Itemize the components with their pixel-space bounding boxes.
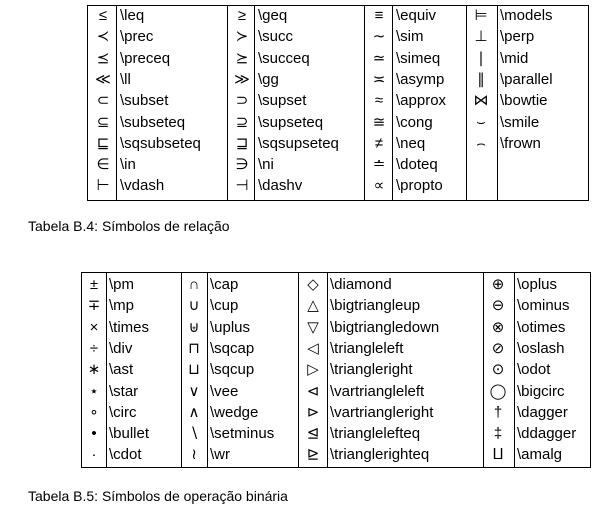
table_b4-command: \bowtie [500,92,548,110]
table_b5-command: \circ [109,403,137,421]
table_b4-command: \smile [500,113,540,131]
table_b5-command: \bigtriangledown [330,318,440,336]
table_b4-symbol: ∼ [372,28,386,46]
table_b4-symbol: ≺ [96,28,110,46]
table_b5-symbol: ◁ [307,339,319,357]
table_b5-symbol: ∗ [87,361,101,379]
table-b5-divider [514,272,515,467]
table_b4-command: \perp [500,28,535,46]
table_b4-symbol: ⊂ [96,92,110,110]
table-b5-divider [181,272,182,467]
table_b5-command: \pm [109,276,135,293]
table_b5-command: \wr [210,446,230,464]
table_b5-command: \mp [109,297,135,315]
table_b5-command: \setminus [210,425,275,443]
table_b4-command: \approx [396,92,447,110]
table_b5-symbol: ⊲ [306,382,320,400]
table_b4-symbol: ∣ [477,49,485,67]
table-b5-divider [207,272,208,467]
table_b4-command: \simeq [396,49,441,67]
table_b4-command: \subset [120,92,169,110]
table_b4-symbol: ⊇ [235,113,249,131]
table_b5-symbol: ∪ [188,297,200,315]
table_b4-symbol: ⊨ [474,7,488,24]
table-b4-divider [364,5,365,200]
table_b4-command: \prec [120,28,154,46]
table_b5-symbol: ∓ [87,297,101,315]
table_b5-symbol: ⊳ [306,403,320,421]
table_b5-symbol: ⊎ [188,318,200,336]
table_b5-symbol: † [493,403,503,421]
table_b5-command: \ast [109,361,134,379]
table_b4-symbol: ∥ [477,70,485,88]
table_b4-command: \neq [396,134,426,152]
table_b5-symbol: • [91,425,97,443]
table_b4-symbol: ⪰ [235,49,249,67]
table_b4-command: \leq [120,7,145,24]
table_b5-command: \bigtriangleup [330,297,421,315]
table_b5-command: \oplus [517,276,558,293]
table_b5-symbol: ⋆ [89,382,99,400]
table_b5-symbol: ± [89,276,99,293]
table_b4-command: \sqsubseteq [120,134,201,152]
table_b4-command: \frown [500,134,541,152]
table_b4-symbol: ≥ [237,7,247,24]
table_b5-symbol: ▽ [307,318,319,336]
table_b5-symbol: ∨ [188,382,200,400]
table_b4-symbol: ≠ [374,134,384,152]
table_b4-symbol: ⌣ [476,113,486,131]
table_b5-symbol: ∧ [188,403,200,421]
table_b5-command: \otimes [517,318,566,336]
table_b4-symbol: ≻ [235,28,249,46]
table_b5-command: \vartriangleright [330,403,434,421]
table_b4-symbol: ⊥ [474,28,488,46]
table-b4-divider [254,5,255,200]
table_b5-command: \trianglerighteq [330,446,430,464]
table_b4-command: \succeq [258,49,310,67]
table_b5-symbol: ≀ [191,446,197,464]
table_b5-command: \ominus [517,297,570,315]
table_b5-command: \times [109,318,150,336]
table_b5-symbol: · [91,446,97,464]
table_b4-command: \supseteq [258,113,324,131]
table-b5-divider [483,272,484,467]
table_b5-command: \dagger [517,403,568,421]
table_b5-symbol: ⊕ [491,276,505,293]
table_b5-symbol: ⊗ [491,318,505,336]
table_b5-symbol: ◇ [307,276,319,293]
table_b5-command: \odot [517,361,551,379]
table_b5-symbol: × [89,318,99,336]
table_b5-command: \triangleleft [330,339,404,357]
table_b5-command: \trianglelefteq [330,425,421,443]
table_b5-command: \diamond [330,276,392,293]
table_b4-symbol: ⊣ [235,177,249,195]
table_b5-command: \uplus [210,318,251,336]
table-b4-caption: Tabela B.4: Símbolos de relação [28,218,230,234]
table_b4-command: \asymp [396,70,445,88]
table_b4-command: \propto [396,177,443,195]
table_b4-symbol: ∈ [96,156,110,174]
table_b5-symbol: △ [307,297,319,315]
table-b4-divider [116,5,117,200]
table_b5-symbol: ÷ [89,339,99,357]
table-b4-divider [466,5,467,200]
table_b4-symbol: ⌢ [476,134,486,152]
table_b4-symbol: ⊢ [96,177,110,195]
table-b5-divider [298,272,299,467]
table_b4-symbol: ≪ [95,70,111,88]
table-b5-caption: Tabela B.5: Símbolos de operação binária [28,488,288,504]
table_b4-symbol: ⊃ [235,92,249,110]
table_b4-command: \gg [258,70,279,88]
table_b4-symbol: ≤ [98,7,108,24]
table_b5-symbol: ⊴ [306,425,320,443]
table_b4-symbol: ≫ [234,70,250,88]
table_b5-command: \oslash [517,339,565,357]
table_b4-command: \parallel [500,70,553,88]
table_b5-command: \cap [210,276,239,293]
table_b5-command: \wedge [210,403,259,421]
table_b4-symbol: ≅ [372,113,386,131]
table_b4-symbol: ⪯ [96,49,110,67]
table_b4-command: \cong [396,113,433,131]
table_b4-symbol: ≃ [372,49,386,67]
table_b5-command: \vee [210,382,239,400]
table_b5-command: \cup [210,297,239,315]
table-b5-divider [327,272,328,467]
table_b4-command: \supset [258,92,307,110]
table_b5-symbol: ⊔ [188,361,200,379]
table-b5-divider [106,272,107,467]
table_b4-command: \preceq [120,49,171,67]
table_b4-symbol: ≍ [372,70,386,88]
table_b4-symbol: ⊆ [96,113,110,131]
table_b5-symbol: ∘ [89,403,99,421]
table_b4-command: \equiv [396,7,437,24]
table_b5-command: \sqcup [210,361,255,379]
table_b4-command: \dashv [258,177,303,195]
table_b4-command: \sim [396,28,424,46]
table_b4-symbol: ∋ [235,156,249,174]
table-b4-divider [497,5,498,200]
table_b4-command: \sqsupseteq [258,134,339,152]
table_b5-symbol: ∩ [188,276,200,293]
table_b5-symbol: ∖ [189,425,199,443]
table_b4-command: \in [120,156,136,174]
table_b4-symbol: ⊑ [96,134,110,152]
table_b5-command: \vartriangleleft [330,382,425,400]
table_b4-command: \models [500,7,553,24]
table_b4-command: \vdash [120,177,165,195]
table_b4-command: \doteq [396,156,438,174]
table_b5-command: \div [109,339,133,357]
table-b4-divider [392,5,393,200]
table_b5-symbol: ⊵ [306,446,320,464]
table_b4-command: \subseteq [120,113,186,131]
table_b4-command: \succ [258,28,294,46]
table_b4-symbol: ≈ [374,92,384,110]
table_b4-symbol: ∝ [373,177,385,195]
table_b5-symbol: ◯ [489,382,507,400]
table_b4-symbol: ≡ [374,7,384,24]
table_b5-command: \bigcirc [517,382,565,400]
table_b5-symbol: ⊖ [491,297,505,315]
table_b4-command: \ll [120,70,131,88]
table_b5-symbol: ⨿ [492,446,504,464]
table_b5-symbol: ▷ [307,361,319,379]
table_b4-symbol: ⋈ [473,92,489,110]
table_b5-command: \ddagger [517,425,577,443]
table_b5-symbol: ⊙ [491,361,505,379]
table_b5-command: \triangleright [330,361,413,379]
table_b4-command: \geq [258,7,288,24]
table_b5-command: \sqcap [210,339,255,357]
table_b5-symbol: ⊘ [491,339,505,357]
table_b5-symbol: ⊓ [188,339,200,357]
table_b5-symbol: ‡ [493,425,503,443]
table-b4-divider [227,5,228,200]
table_b5-command: \star [109,382,139,400]
table_b4-command: \mid [500,49,529,67]
table_b5-command: \amalg [517,446,563,464]
table_b4-symbol: ≐ [372,156,386,174]
table_b5-command: \bullet [109,425,150,443]
table_b4-symbol: ⊒ [235,134,249,152]
table_b4-command: \ni [258,156,274,174]
table_b5-command: \cdot [109,446,142,464]
